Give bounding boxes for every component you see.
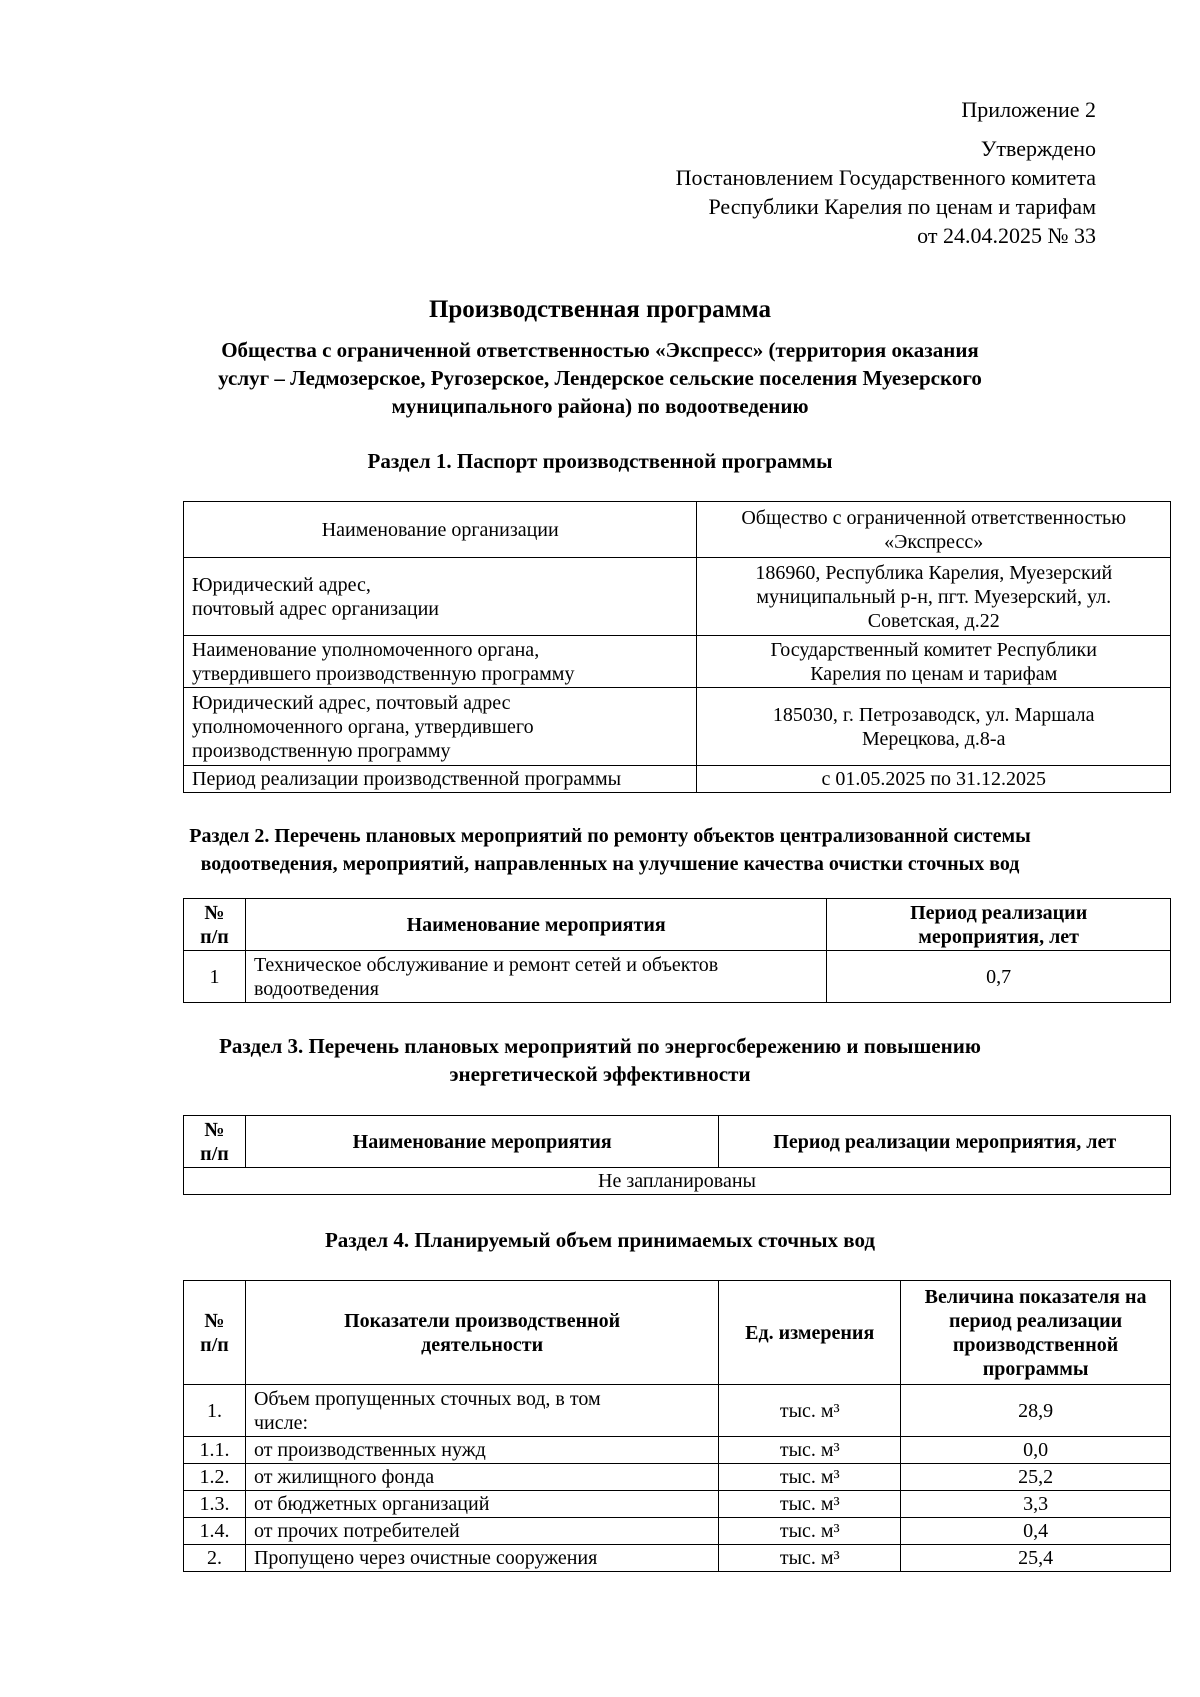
section2-title-line-1: Раздел 2. Перечень плановых мероприятий по ремонту объектов централизованной системы	[189, 825, 1031, 847]
row-value: 3,3	[901, 1491, 1171, 1518]
table-row	[184, 1545, 1171, 1572]
table-row	[184, 951, 1171, 1003]
subtitle-line-3: муниципального района) по водоотведению	[391, 394, 809, 418]
row-num: 1.	[184, 1385, 246, 1437]
row-name: Техническое обслуживание и ремонт сетей и объектов водоотведения	[245, 951, 826, 1003]
row-value: 25,4	[901, 1545, 1171, 1572]
passport-value: Государственный комитет Республики Карелия по ценам и тарифам	[697, 636, 1171, 688]
table-header-row	[184, 899, 1171, 951]
row-value: 0,0	[901, 1437, 1171, 1464]
row-num: 1	[184, 951, 246, 1003]
row-indicator: от жилищного фонда	[245, 1464, 718, 1491]
passport-label: Наименование уполномоченного органа, утвердившего производственную программу	[184, 636, 697, 688]
table-row	[184, 1464, 1171, 1491]
subtitle-line-1: Общества с ограниченной ответственностью «Экспресс» (территория оказания	[221, 338, 979, 362]
table-header-row	[184, 1116, 1171, 1168]
row-indicator: Объем пропущенных сточных вод, в том числе:	[245, 1385, 718, 1437]
row-unit: тыс. м³	[719, 1491, 901, 1518]
row-unit: тыс. м³	[719, 1385, 901, 1437]
row-indicator: от производственных нужд	[245, 1437, 718, 1464]
row-unit: тыс. м³	[719, 1464, 901, 1491]
passport-value: с 01.05.2025 по 31.12.2025	[697, 766, 1171, 793]
table-row	[184, 1168, 1171, 1195]
col-value-header: Величина показателя на период реализации производственной программы	[901, 1281, 1171, 1385]
col-indicator-header: Показатели производственной деятельности	[245, 1281, 718, 1385]
table-row	[184, 1518, 1171, 1545]
table-row	[184, 502, 1171, 558]
page-title: Производственная программа	[428, 296, 772, 323]
page-subtitle	[200, 336, 1000, 420]
passport-value: 186960, Республика Карелия, Муезерский муниципальный р-н, пгт. Муезерский, ул. Советская, д.22	[697, 558, 1171, 636]
row-num: 2.	[184, 1545, 246, 1572]
col-name-header: Наименование мероприятия	[245, 1116, 719, 1168]
col-period-header: Период реализации мероприятия, лет	[719, 1116, 1171, 1168]
col-period-header: Период реализации мероприятия, лет	[827, 899, 1171, 951]
approval-line-3: от 24.04.2025 № 33	[917, 223, 1096, 248]
approval-line-1: Постановлением Государственного комитета	[675, 165, 1096, 190]
table-row	[184, 1437, 1171, 1464]
row-unit: тыс. м³	[719, 1437, 901, 1464]
section2-title	[150, 822, 1070, 878]
passport-label: Наименование организации	[184, 502, 697, 558]
row-num: 1.4.	[184, 1518, 246, 1545]
row-indicator: от бюджетных организаций	[245, 1491, 718, 1518]
approval-header	[476, 95, 1096, 250]
passport-table	[183, 501, 1171, 793]
approved-label: Утверждено	[980, 136, 1096, 161]
section3-title-line-2: энергетической эффективности	[449, 1062, 751, 1086]
section3-title	[160, 1032, 1040, 1088]
passport-label: Юридический адрес, почтовый адрес организации	[184, 558, 697, 636]
table-row	[184, 1385, 1171, 1437]
table-row	[184, 688, 1171, 766]
appendix-label: Приложение 2	[961, 97, 1096, 122]
row-num: 1.2.	[184, 1464, 246, 1491]
not-planned-note: Не запланированы	[184, 1168, 1171, 1195]
table-row	[184, 766, 1171, 793]
table-header-row	[184, 1281, 1171, 1385]
section3-title-line-1: Раздел 3. Перечень плановых мероприятий по энергосбережению и повышению	[219, 1034, 981, 1058]
col-unit-header: Ед. измерения	[719, 1281, 901, 1385]
row-num: 1.1.	[184, 1437, 246, 1464]
passport-value: 185030, г. Петрозаводск, ул. Маршала Мерецкова, д.8-а	[697, 688, 1171, 766]
approval-line-2: Республики Карелия по ценам и тарифам	[708, 194, 1096, 219]
passport-label: Период реализации производственной программы	[184, 766, 697, 793]
row-num: 1.3.	[184, 1491, 246, 1518]
wastewater-volume-table	[183, 1280, 1171, 1572]
row-value: 25,2	[901, 1464, 1171, 1491]
row-value: 0,4	[901, 1518, 1171, 1545]
subtitle-line-2: услуг – Ледмозерское, Ругозерское, Лендерское сельские поселения Муезерского	[218, 366, 982, 390]
row-unit: тыс. м³	[719, 1545, 901, 1572]
col-num-header: № п/п	[184, 1281, 246, 1385]
col-num-header: № п/п	[184, 899, 246, 951]
table-row	[184, 636, 1171, 688]
section2-title-line-2: водоотведения, мероприятий, направленных на улучшение качества очистки сточных вод	[200, 853, 1020, 875]
section4-title: Раздел 4. Планируемый объем принимаемых сточных вод	[324, 1228, 876, 1252]
table-row	[184, 558, 1171, 636]
table-row	[184, 1491, 1171, 1518]
col-name-header: Наименование мероприятия	[245, 899, 826, 951]
row-unit: тыс. м³	[719, 1518, 901, 1545]
repair-measures-table	[183, 898, 1171, 1003]
row-value: 28,9	[901, 1385, 1171, 1437]
row-period: 0,7	[827, 951, 1171, 1003]
passport-label: Юридический адрес, почтовый адрес уполномоченного органа, утвердившего производственную программу	[184, 688, 697, 766]
energy-measures-table	[183, 1115, 1171, 1195]
passport-value: Общество с ограниченной ответственностью «Экспресс»	[697, 502, 1171, 558]
section1-title: Раздел 1. Паспорт производственной программы	[367, 449, 833, 473]
row-indicator: от прочих потребителей	[245, 1518, 718, 1545]
col-num-header: № п/п	[184, 1116, 246, 1168]
row-indicator: Пропущено через очистные сооружения	[245, 1545, 718, 1572]
